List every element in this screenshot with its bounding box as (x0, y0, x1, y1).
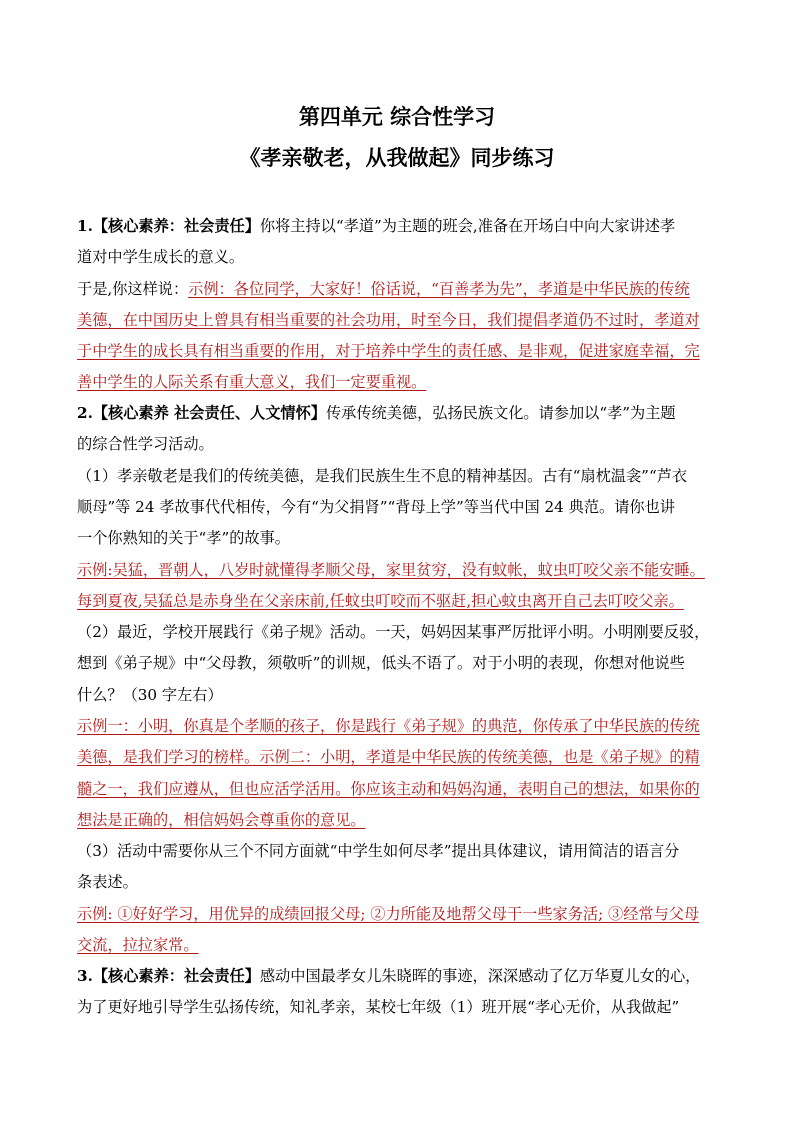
q3-number: 3. (77, 967, 93, 985)
q1-answer-2: 美德，在中国历史上曾具有相当重要的社会功用，时至今日，我们提倡孝道仍不过时，孝道对 (77, 311, 700, 329)
q3-stem-2: 为了更好地引导学生弘扬传统，知礼孝亲，某校七年级（1）班开展“孝心无价，从我做起” (77, 998, 680, 1016)
q3-stem-1: 感动中国最孝女儿朱晓晖的事迹，深深感动了亿万华夏儿女的心， (259, 967, 701, 985)
q2-part2-answer-4: 想法是正确的，相信妈妈会尊重你的意见。 (77, 811, 366, 829)
q2-part2-answer-1: 示例一：小明，你真是个孝顺的孩子，你是践行《弟子规》的典范，你传承了中华民族的传统 (77, 717, 700, 735)
q2-part3-line-1: （3）活动中需要你从三个不同方面就“中学生如何尽孝”提出具体建议，请用简洁的语言分 (77, 842, 680, 860)
q2-part2-answer-3: 髓之一，我们应遵从，但也应活学活用。你应该主动和妈妈沟通，表明自己的想法，如果你的 (77, 780, 700, 798)
q2-part3-line-2: 条表述。 (77, 873, 138, 891)
q1-answer-3: 于中学生的成长具有相当重要的作用，对于培养中学生的责任感、是非观，促进家庭幸福，完 (77, 342, 700, 360)
q3-line-1 (77, 965, 700, 987)
q1-line-1 (77, 215, 675, 237)
q3-tag: 【核心素养：社会责任】 (92, 967, 260, 985)
q2-number: 2. (77, 404, 93, 422)
q2-tag: 【核心素养 社会责任、人文情怀】 (92, 404, 326, 422)
q2-part2-line-1: （2）最近，学校开展践行《弟子规》活动。一天，妈妈因某事严厉批评小明。小明刚要反驳， (77, 623, 710, 641)
q2-part2-answer-2: 美德，是我们学习的榜样。示例二：小明，孝道是中华民族的传统美德，也是《弟子规》的精 (77, 748, 700, 766)
q2-line-1 (77, 402, 676, 424)
q2-part1-line-3: 一个你熟知的关于“孝”的故事。 (77, 529, 290, 547)
q1-stem-2: 道对中学生成长的意义。 (77, 248, 245, 266)
q2-part3-answer-2: 交流，拉拉家常。 (77, 936, 199, 954)
q1-lead: 于是,你这样说： (77, 280, 189, 298)
q2-part2-line-2: 想到《弟子规》中“父母教，须敬听”的训规，低头不语了。对于小明的表现，你想对他说些 (77, 654, 685, 672)
q2-part3-answer-1: 示例: ①好好学习，用优异的成绩回报父母; ②力所能及地帮父母干一些家务活; ③经常与父母 (77, 905, 700, 923)
q2-part1-line-2: 顺母”等 24 孝故事代代相传，今有“为父捐肾”“背母上学”等当代中国 24 典范。请你也讲 (77, 498, 675, 516)
q1-stem-1: 你将主持以“孝道”为主题的班会,准备在开场白中向大家讲述孝 (259, 217, 676, 235)
q2-stem-1: 传承传统美德，弘扬民族文化。请参加以“孝”为主题 (325, 404, 676, 422)
q2-stem-2: 的综合性学习活动。 (77, 435, 214, 453)
unit-title: 第四单元 综合性学习 (298, 105, 496, 129)
q1-answer-1: 示例：各位同学，大家好！俗话说，“百善孝为先”，孝道是中华民族的传统 (188, 280, 690, 298)
q1-answer-4: 善中学生的人际关系有重大意义，我们一定要重视。 (77, 373, 427, 391)
q1-answer-line-1 (77, 278, 690, 300)
q2-part1-answer-1: 示例:吴猛，晋朝人，八岁时就懂得孝顺父母，家里贫穷，没有蚊帐，蚊虫叮咬父亲不能安睡。 (77, 561, 705, 579)
q2-part2-line-3: 什么？（30 字左右） (77, 686, 223, 704)
q2-part1-answer-2: 每到夏夜,吴猛总是赤身坐在父亲床前,任蚊虫叮咬而不驱赶,担心蚊虫离开自己去叮咬父亲。 (77, 592, 684, 610)
q1-number: 1. (77, 217, 93, 235)
q2-part1-line-1: （1）孝亲敬老是我们的传统美德，是我们民族生生不息的精神基因。古有“扇枕温衾”“芦衣 (77, 467, 688, 485)
q1-tag: 【核心素养：社会责任】 (92, 217, 260, 235)
lesson-title: 《孝亲敬老，从我做起》同步练习 (239, 146, 555, 170)
